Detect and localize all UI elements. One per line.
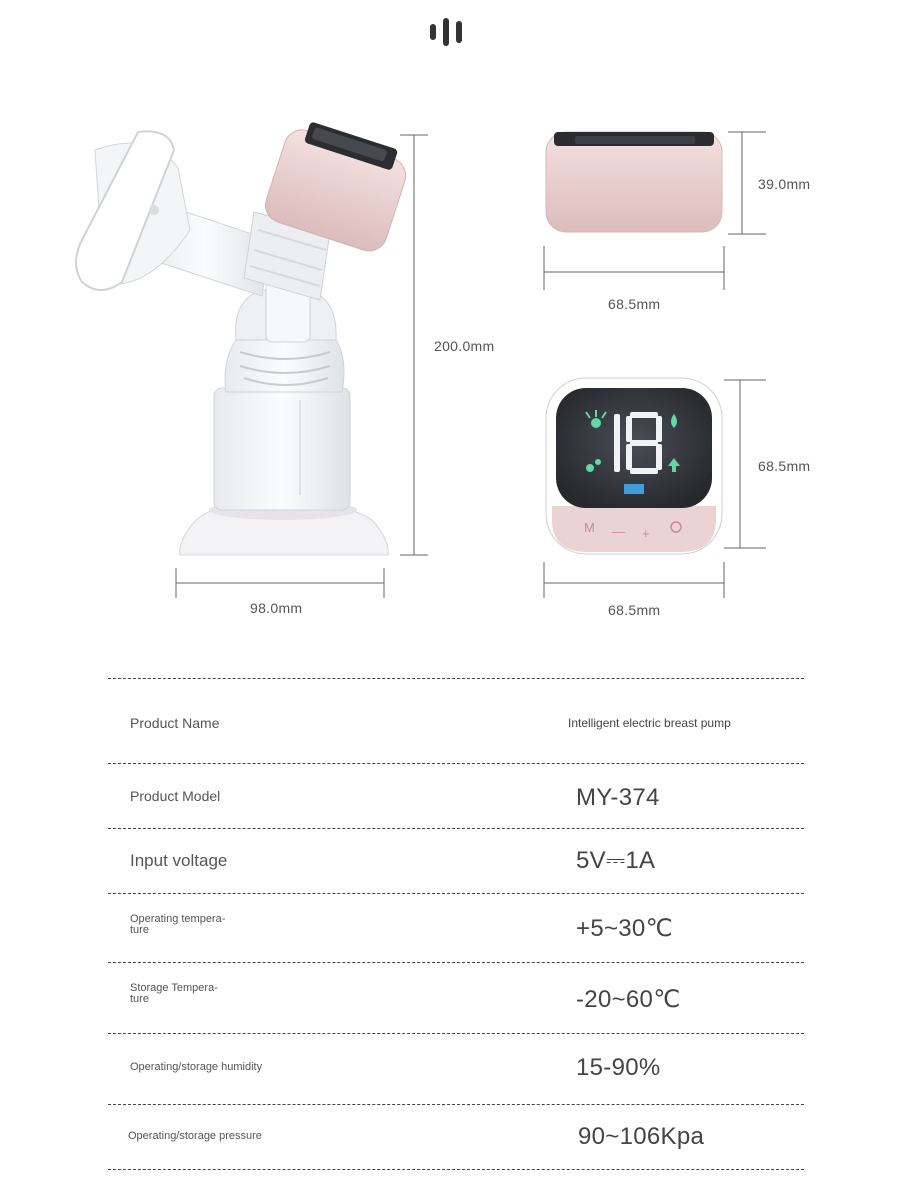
spec-row-storage-temperature: [108, 962, 804, 1033]
spec-label: Operating tempera- ture: [130, 913, 226, 936]
spec-row-product-model: [108, 763, 804, 828]
spec-label: Product Name: [130, 715, 220, 731]
minus-button-label: —: [612, 524, 625, 539]
spec-row-product-name: [108, 678, 804, 763]
motor-height-label: 39.0mm: [758, 176, 811, 192]
spec-label: Operating/storage humidity: [130, 1061, 263, 1073]
spec-row-pressure: [108, 1104, 804, 1170]
base-width-dimension-line: [176, 568, 384, 598]
spec-label: Input voltage: [130, 851, 228, 870]
spec-value: -20~60℃: [576, 986, 681, 1013]
spec-label: Operating/storage pressure: [128, 1130, 262, 1142]
motor-width-dimension-line: [544, 246, 724, 290]
mode-button-label: M: [584, 520, 595, 535]
height-label: 200.0mm: [434, 338, 495, 354]
face-width-label: 68.5mm: [608, 602, 661, 618]
spec-value: 5V⎓1A: [576, 847, 656, 874]
face-height-label: 68.5mm: [758, 458, 811, 474]
motor-front-image: [546, 378, 722, 554]
spec-value: 15-90%: [576, 1054, 661, 1081]
motor-side-image: [546, 132, 722, 232]
spec-row-operating-temperature: [108, 893, 804, 962]
breast-pump-image: [76, 116, 413, 555]
plus-button-label: +: [642, 526, 650, 541]
spec-value: MY-374: [576, 784, 660, 811]
spec-value: Intelligent electric breast pump: [568, 716, 731, 730]
spec-label: Product Model: [130, 788, 221, 804]
spec-value: 90~106Kpa: [578, 1123, 705, 1150]
face-width-dimension-line: [544, 562, 724, 598]
spec-row-humidity: [108, 1033, 804, 1104]
specs-table: [108, 678, 804, 1170]
spec-row-input-voltage: [108, 828, 804, 893]
base-width-label: 98.0mm: [250, 600, 303, 616]
motor-width-label: 68.5mm: [608, 296, 661, 312]
height-dimension-line: [400, 135, 428, 555]
spec-value: +5~30℃: [576, 915, 673, 942]
spec-label: Storage Tempera- ture: [130, 982, 218, 1005]
